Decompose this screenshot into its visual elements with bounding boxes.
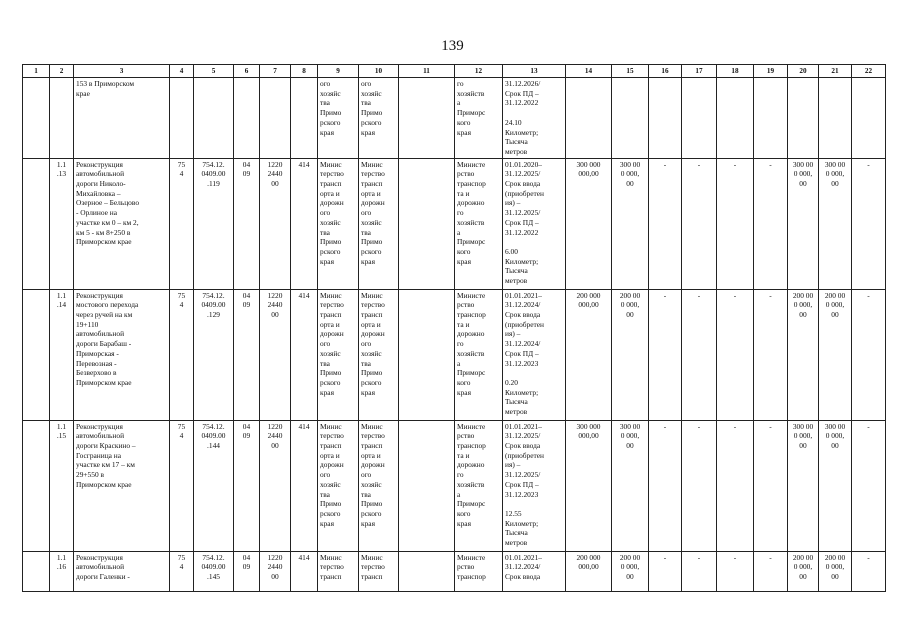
table-cell: - xyxy=(649,420,682,551)
table-cell xyxy=(819,78,852,159)
table-cell: 1.1 .13 xyxy=(50,158,74,289)
table-cell xyxy=(788,78,819,159)
table-cell: 75 4 xyxy=(170,420,194,551)
table-cell xyxy=(399,420,455,551)
table-cell: 153 в Приморском крае xyxy=(74,78,170,159)
table-row xyxy=(23,78,886,159)
table-cell: - xyxy=(754,289,788,420)
table-cell: ого хозяйс тва Примо рского края xyxy=(318,78,359,159)
table-cell: - xyxy=(649,551,682,591)
table-cell: 1220 2440 00 xyxy=(260,158,291,289)
column-header: 3 xyxy=(74,65,170,78)
column-header: 5 xyxy=(194,65,234,78)
table-cell: 300 00 0 000, 00 xyxy=(612,158,649,289)
table-cell: 300 00 0 000, 00 xyxy=(819,158,852,289)
table-cell: Министе рство транспор та и дорожно го хозяйств а Приморс кого края xyxy=(455,420,503,551)
column-header: 11 xyxy=(399,65,455,78)
table-cell: - xyxy=(682,289,717,420)
table-cell: Минис терство трансп орта и дорожн ого хозяйс тва Примо рского края xyxy=(359,289,399,420)
table-cell xyxy=(399,551,455,591)
table-cell: - xyxy=(754,551,788,591)
column-header: 19 xyxy=(754,65,788,78)
column-header: 17 xyxy=(682,65,717,78)
table-cell: - xyxy=(852,551,886,591)
table-cell: 300 000 000,00 xyxy=(566,420,612,551)
column-header: 14 xyxy=(566,65,612,78)
table-cell xyxy=(291,78,318,159)
table-cell: Минис терство трансп орта и дорожн ого хозяйс тва Примо рского края xyxy=(318,158,359,289)
table-cell xyxy=(612,78,649,159)
table-cell: 300 00 0 000, 00 xyxy=(788,420,819,551)
table-cell xyxy=(566,78,612,159)
table-cell xyxy=(23,551,50,591)
table-cell: - xyxy=(717,551,754,591)
table-cell: 200 00 0 000, 00 xyxy=(788,289,819,420)
table-cell: 200 00 0 000, 00 xyxy=(819,551,852,591)
table-row xyxy=(23,551,886,591)
column-header: 12 xyxy=(455,65,503,78)
table-cell: - xyxy=(754,158,788,289)
table-cell: 01.01.2021– 31.12.2025/ Срок ввода (приобретен ия) – 31.12.2025/ Срок ПД – 31.12.2023 12.55 Километр; Тысяча метров xyxy=(503,420,566,551)
table-cell: - xyxy=(717,158,754,289)
table-cell: 414 xyxy=(291,289,318,420)
column-header: 9 xyxy=(318,65,359,78)
table-cell xyxy=(194,78,234,159)
table-cell: 200 00 0 000, 00 xyxy=(819,289,852,420)
table-cell: Реконструкция мостового перехода через ручей на км 19+110 автомобильной дороги Барабаш - Приморская - Перевозная - Безверхово в Приморском крае xyxy=(74,289,170,420)
column-header: 8 xyxy=(291,65,318,78)
column-header: 6 xyxy=(234,65,260,78)
table-cell xyxy=(852,78,886,159)
table-cell: 1.1 .15 xyxy=(50,420,74,551)
column-header: 10 xyxy=(359,65,399,78)
table-cell: 75 4 xyxy=(170,289,194,420)
column-header: 13 xyxy=(503,65,566,78)
table-cell: 1220 2440 00 xyxy=(260,420,291,551)
table-cell: 04 09 xyxy=(234,289,260,420)
table-cell: го хозяйств а Приморс кого края xyxy=(455,78,503,159)
table-cell: 300 000 000,00 xyxy=(566,158,612,289)
table-cell: 75 4 xyxy=(170,551,194,591)
table-cell: 1.1 .16 xyxy=(50,551,74,591)
table-cell: Реконструкция автомобильной дороги Галенки - xyxy=(74,551,170,591)
table-cell: 414 xyxy=(291,420,318,551)
table-cell: 200 000 000,00 xyxy=(566,289,612,420)
table-cell: 200 00 0 000, 00 xyxy=(612,289,649,420)
table-cell: 04 09 xyxy=(234,551,260,591)
table-cell xyxy=(23,158,50,289)
table-cell xyxy=(23,78,50,159)
table-cell: - xyxy=(717,289,754,420)
column-header: 4 xyxy=(170,65,194,78)
table-cell xyxy=(399,78,455,159)
table-cell xyxy=(234,78,260,159)
column-header: 20 xyxy=(788,65,819,78)
table-cell: 754.12. 0409.00 .129 xyxy=(194,289,234,420)
table-cell: Минис терство трансп орта и дорожн ого хозяйс тва Примо рского края xyxy=(359,158,399,289)
table-cell: - xyxy=(682,551,717,591)
column-header: 1 xyxy=(23,65,50,78)
table-cell: 300 00 0 000, 00 xyxy=(819,420,852,551)
table-cell: Минис терство трансп орта и дорожн ого хозяйс тва Примо рского края xyxy=(318,420,359,551)
table-cell xyxy=(717,78,754,159)
table-cell: - xyxy=(852,289,886,420)
table-cell: 200 000 000,00 xyxy=(566,551,612,591)
table-cell: - xyxy=(682,420,717,551)
table-cell: 200 00 0 000, 00 xyxy=(788,551,819,591)
table-cell: - xyxy=(852,158,886,289)
table-cell xyxy=(50,78,74,159)
table-cell: Министе рство транспор та и дорожно го хозяйств а Приморс кого края xyxy=(455,158,503,289)
table-cell: 200 00 0 000, 00 xyxy=(612,551,649,591)
table-cell xyxy=(649,78,682,159)
table-cell xyxy=(23,289,50,420)
table-cell: 1220 2440 00 xyxy=(260,289,291,420)
table-cell: 300 00 0 000, 00 xyxy=(612,420,649,551)
table-cell: Реконструкция автомобильной дороги Краскино – Госграница на участке км 17 – км 29+550 в Приморском крае xyxy=(74,420,170,551)
table-cell: Минис терство трансп xyxy=(318,551,359,591)
table-cell: 754.12. 0409.00 .144 xyxy=(194,420,234,551)
table-cell xyxy=(399,158,455,289)
table-cell: 414 xyxy=(291,158,318,289)
table-row xyxy=(23,420,886,551)
table-cell: - xyxy=(649,158,682,289)
table-cell: 414 xyxy=(291,551,318,591)
table-cell: 31.12.2026/ Срок ПД – 31.12.2022 24.10 Километр; Тысяча метров xyxy=(503,78,566,159)
table-cell: ого хозяйс тва Примо рского края xyxy=(359,78,399,159)
table-cell: 01.01.2021– 31.12.2024/ Срок ввода (приобретен ия) – 31.12.2024/ Срок ПД – 31.12.2023 0.20 Километр; Тысяча метров xyxy=(503,289,566,420)
column-header: 21 xyxy=(819,65,852,78)
table-cell xyxy=(23,420,50,551)
table-cell: Министе рство транспор xyxy=(455,551,503,591)
column-header: 16 xyxy=(649,65,682,78)
table-cell: - xyxy=(682,158,717,289)
table-cell: 300 00 0 000, 00 xyxy=(788,158,819,289)
table-cell: 1220 2440 00 xyxy=(260,551,291,591)
table-cell: Минис терство трансп орта и дорожн ого хозяйс тва Примо рского края xyxy=(318,289,359,420)
column-header: 7 xyxy=(260,65,291,78)
table-cell: 1.1 .14 xyxy=(50,289,74,420)
table-cell: 01.01.2021– 31.12.2024/ Срок ввода xyxy=(503,551,566,591)
table-cell: 754.12. 0409.00 .119 xyxy=(194,158,234,289)
column-header: 22 xyxy=(852,65,886,78)
column-header: 15 xyxy=(612,65,649,78)
table-cell: 04 09 xyxy=(234,158,260,289)
table-cell: 04 09 xyxy=(234,420,260,551)
registry-table xyxy=(22,64,886,592)
table-cell: Министе рство транспор та и дорожно го хозяйств а Приморс кого края xyxy=(455,289,503,420)
table-cell: Реконструкция автомобильной дороги Николо- Михайловка – Озерное – Бельцово - Орлиное на участке км 0 – км 2, км 5 - км 8+250 в Приморском крае xyxy=(74,158,170,289)
column-header: 18 xyxy=(717,65,754,78)
page-number: 139 xyxy=(441,38,464,54)
table-cell: 01.01.2020– 31.12.2025/ Срок ввода (приобретен ия) – 31.12.2025/ Срок ПД – 31.12.2022 6.00 Километр; Тысяча метров xyxy=(503,158,566,289)
column-header: 2 xyxy=(50,65,74,78)
table-cell: - xyxy=(754,420,788,551)
table-cell: Минис терство трансп xyxy=(359,551,399,591)
table-cell: - xyxy=(649,289,682,420)
table-row xyxy=(23,289,886,420)
header-row xyxy=(23,65,886,78)
table-cell xyxy=(682,78,717,159)
table-cell xyxy=(170,78,194,159)
table-cell: Минис терство трансп орта и дорожн ого хозяйс тва Примо рского края xyxy=(359,420,399,551)
table-row xyxy=(23,158,886,289)
table-cell: - xyxy=(717,420,754,551)
table-cell: 75 4 xyxy=(170,158,194,289)
table-cell xyxy=(260,78,291,159)
table-cell xyxy=(754,78,788,159)
table-cell xyxy=(399,289,455,420)
table-cell: 754.12. 0409.00 .145 xyxy=(194,551,234,591)
table-cell: - xyxy=(852,420,886,551)
